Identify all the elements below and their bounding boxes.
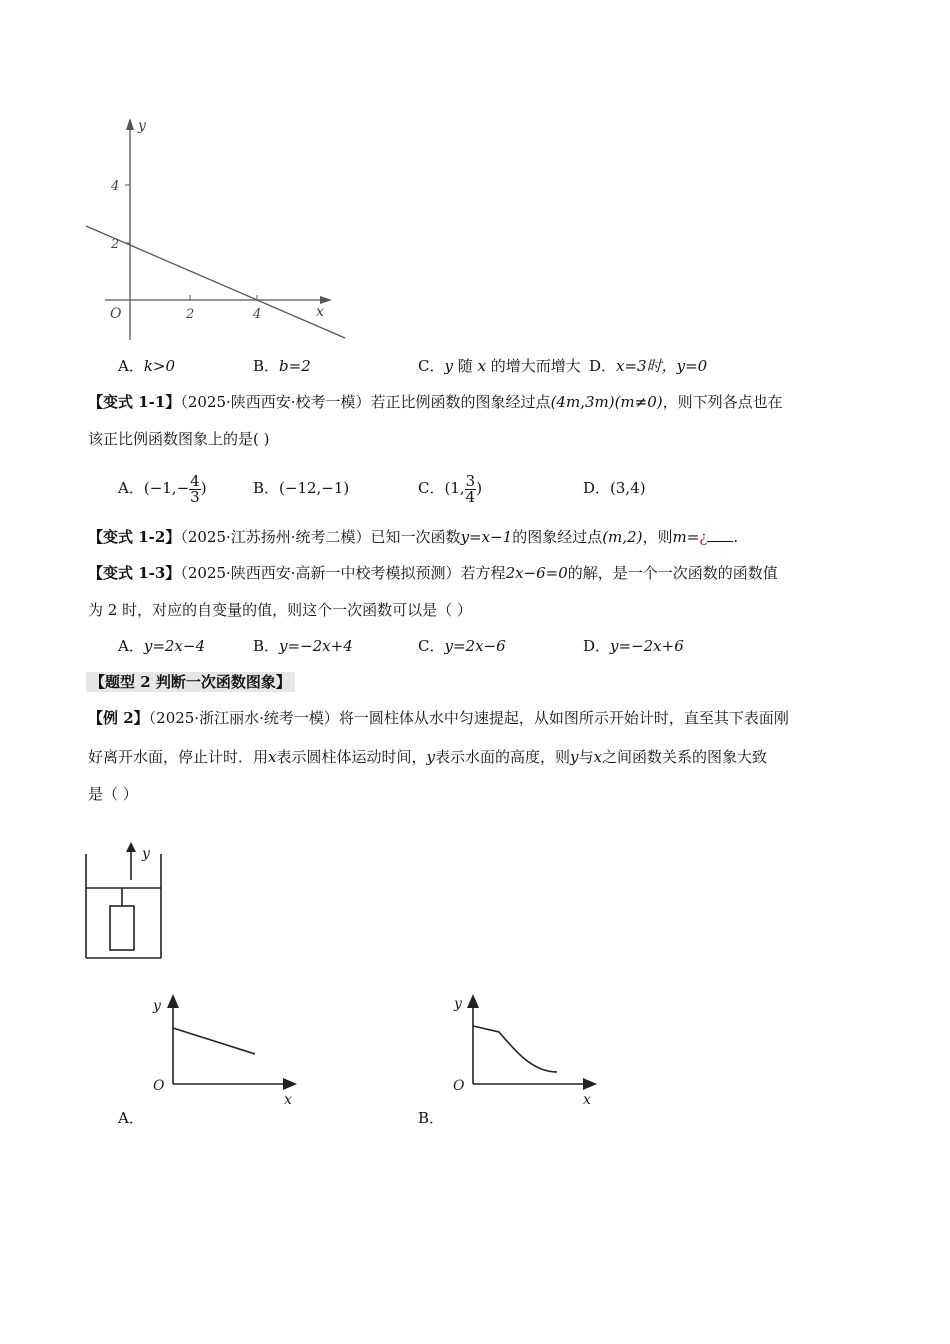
x-arrow-icon — [283, 1078, 297, 1090]
q1-option-b[interactable] — [253, 356, 311, 376]
q1-option-d[interactable] — [589, 356, 707, 376]
y-label: y — [454, 996, 462, 1012]
origin-label: O — [453, 1078, 465, 1094]
option-d-text2: y=0 — [676, 357, 708, 375]
choice-graph-b[interactable] — [447, 990, 607, 1108]
option-a-pre: (−1,− — [143, 479, 190, 497]
answer-blank[interactable] — [707, 527, 733, 542]
option-a-text: k>0 — [143, 357, 176, 375]
option-c-var-y: y — [444, 357, 453, 375]
option-b-label: B． — [253, 357, 280, 375]
q1-option-c[interactable] — [418, 356, 581, 376]
graph-b-curve — [473, 1026, 557, 1072]
option-c-label: C． — [418, 479, 445, 497]
option-a-num: 4 — [190, 471, 200, 490]
variant-1-1-text2: ，则下列各点也在 — [662, 393, 783, 411]
x-label: x — [284, 1092, 292, 1108]
y-arrow-icon — [467, 994, 479, 1008]
variant-1-3-line1 — [88, 563, 778, 583]
up-arrow-icon — [126, 842, 136, 852]
option-c-num: 3 — [465, 471, 476, 490]
option-d-label: D． — [583, 479, 611, 497]
variant-1-3-option-d[interactable] — [583, 636, 684, 656]
x-label: x — [583, 1092, 591, 1108]
option-c-text: y=2x−6 — [444, 637, 506, 655]
variant-1-1-source: （2025·陕西西安·校考一模） — [180, 393, 371, 411]
example-2-text1: 将一圆柱体从水中匀速提起，从如图所示开始计时，直至其下表面刚 — [338, 709, 789, 727]
line2-e: 之间函数关系的图象大致 — [601, 748, 767, 766]
variant-1-3-text2: 的解，是一个一次函数的函数值 — [567, 564, 778, 582]
x-arrow-icon — [320, 296, 332, 304]
option-d-label: D． — [589, 357, 617, 375]
y-axis-label: y — [138, 118, 146, 134]
origin-label: O — [110, 306, 122, 322]
y-arrow-icon — [126, 118, 134, 130]
variant-1-2-tag: 【变式 1-2】 — [88, 528, 181, 546]
variant-1-1-line1 — [88, 392, 783, 412]
variant-1-1-tag: 【变式 1-1】 — [88, 393, 181, 411]
variant-1-3-source: （2025·陕西西安·高新一中校考模拟预测） — [180, 564, 461, 582]
option-c-post: ) — [476, 479, 483, 497]
variant-1-3-tag: 【变式 1-3】 — [88, 564, 181, 582]
variant-1-2 — [88, 527, 738, 547]
variant-1-1-cond: (m≠0) — [614, 393, 663, 411]
option-b-label: B． — [253, 479, 280, 497]
y-tick-2: 2 — [111, 237, 120, 252]
example-2-line3: 是（ ） — [88, 785, 138, 803]
var-x2: x — [593, 748, 602, 766]
variant-1-1-point: (4m,3m) — [550, 393, 615, 411]
q1-option-a[interactable] — [118, 356, 175, 376]
variant-1-3-option-c[interactable] — [418, 636, 506, 656]
option-a-text: y=2x−4 — [143, 637, 206, 655]
variant-1-3-option-b[interactable] — [253, 636, 353, 656]
y-label: y — [153, 998, 161, 1014]
option-d-label: D． — [583, 637, 611, 655]
option-b-text: b=2 — [279, 357, 311, 375]
x-axis-label: x — [316, 304, 324, 320]
variant-1-2-m-eq: m= — [672, 528, 700, 546]
figure-y-label: y — [142, 846, 150, 862]
variant-1-1-text1: 若正比例函数的图象经过点 — [370, 393, 551, 411]
x-arrow-icon — [583, 1078, 597, 1090]
option-b-text: (−12,−1) — [279, 479, 350, 497]
line2-b: 表示圆柱体运动时间， — [276, 748, 427, 766]
option-a-post: ) — [200, 479, 207, 497]
var-y2: y — [570, 748, 579, 766]
option-c-text: 的增大而增大 — [490, 357, 581, 375]
choice-a-label[interactable]: A． — [118, 1109, 144, 1127]
option-c-label: C． — [418, 357, 445, 375]
variant-1-2-point: (m,2) — [602, 528, 643, 546]
section-heading-type-2: 【题型 2 判断一次函数图象】 — [86, 672, 295, 692]
option-d-text1: x=3时， — [616, 357, 677, 375]
line2-d: 与 — [578, 748, 594, 766]
example-2-line1 — [88, 708, 789, 728]
graph-a-curve — [173, 1028, 255, 1054]
variant-1-3-line2: 为 2 时，对应的自变量的值，则这个一次函数可以是（ ） — [88, 601, 472, 619]
variant-1-2-source: （2025·江苏扬州·统考二模） — [180, 528, 371, 546]
variant-1-1-option-a[interactable] — [118, 466, 207, 510]
y-tick-4: 4 — [111, 179, 120, 194]
example-2-tag: 【例 2】 — [88, 709, 149, 727]
variant-1-1-option-c[interactable] — [418, 466, 482, 510]
variant-1-2-glyph: ¿ — [699, 528, 708, 546]
origin-label: O — [153, 1078, 165, 1094]
choice-graph-a[interactable] — [145, 990, 305, 1108]
graph-linear-function — [80, 110, 360, 350]
example-2-source: （2025·浙江丽水·统考一模） — [148, 709, 339, 727]
option-d-text: y=−2x+6 — [610, 637, 684, 655]
y-arrow-icon — [167, 994, 179, 1008]
variant-1-2-text2: 的图象经过点 — [512, 528, 603, 546]
variant-1-2-eq: y=x−1 — [460, 528, 513, 546]
option-b-text: y=−2x+4 — [279, 637, 353, 655]
cylinder-in-water-figure — [84, 840, 174, 962]
choice-b-label[interactable]: B． — [418, 1109, 445, 1127]
line2-a: 好离开水面，停止计时．用 — [88, 748, 269, 766]
variant-1-1-line2: 该正比例函数图象上的是( ) — [88, 430, 270, 448]
variant-1-2-text3: ，则 — [642, 528, 673, 546]
variant-1-1-option-d[interactable] — [583, 478, 646, 498]
var-x: x — [268, 748, 277, 766]
variant-1-3-eq: 2x−6=0 — [505, 564, 568, 582]
var-y: y — [426, 748, 435, 766]
option-a-label: A． — [118, 479, 144, 497]
x-tick-4: 4 — [253, 307, 262, 322]
option-b-label: B． — [253, 637, 280, 655]
variant-1-2-text1: 已知一次函数 — [370, 528, 461, 546]
option-d-text: (3,4) — [610, 479, 646, 497]
option-c-mid: 随 — [457, 357, 473, 375]
option-a-den: 3 — [190, 487, 200, 506]
example-2-line2 — [88, 747, 767, 767]
option-c-pre: (1, — [444, 479, 465, 497]
line2-c: 表示水面的高度，则 — [434, 748, 570, 766]
function-line — [86, 226, 345, 338]
x-tick-2: 2 — [186, 307, 195, 322]
option-c-den: 4 — [465, 487, 476, 506]
variant-1-3-option-a[interactable] — [118, 636, 205, 656]
option-a-label: A． — [118, 637, 144, 655]
variant-1-1-option-b[interactable] — [253, 478, 349, 498]
cylinder — [110, 906, 134, 950]
variant-1-3-text1: 若方程 — [460, 564, 506, 582]
variant-1-2-end: . — [733, 528, 739, 546]
option-c-var-x: x — [477, 357, 487, 375]
option-a-label: A． — [118, 357, 144, 375]
option-c-label: C． — [418, 637, 445, 655]
